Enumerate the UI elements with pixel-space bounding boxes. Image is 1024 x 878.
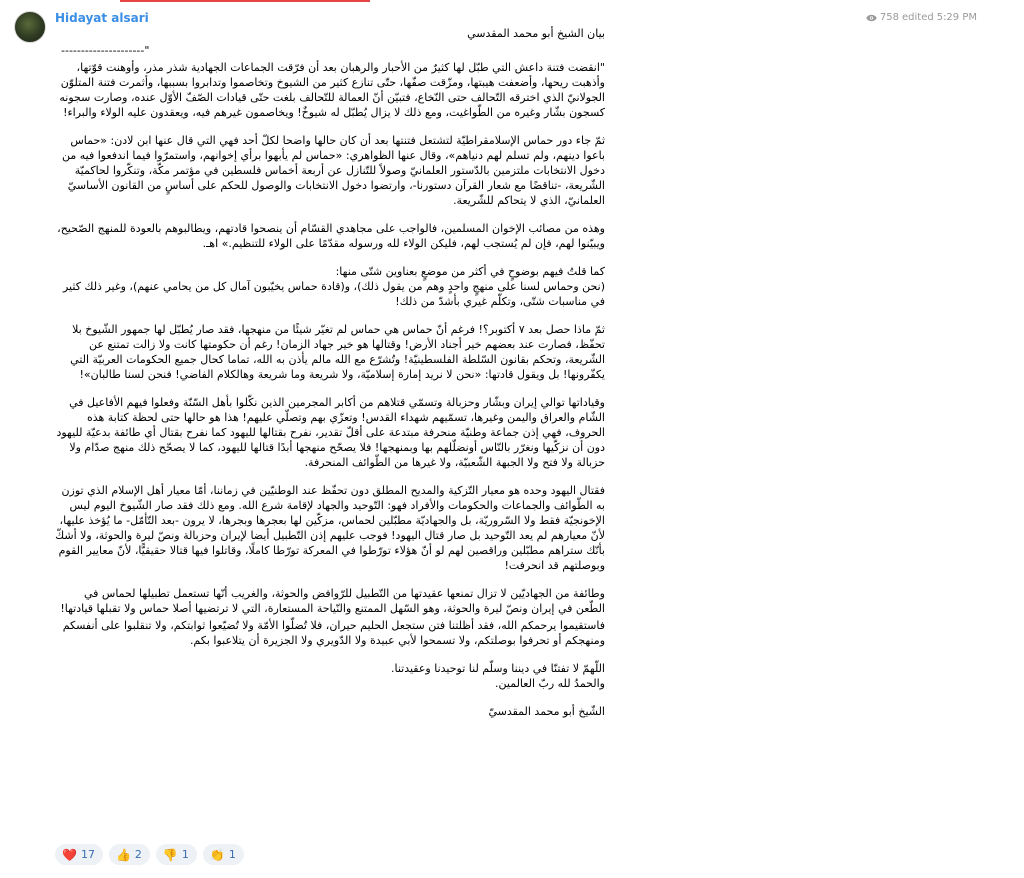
post-time: 5:29 PM (936, 12, 977, 23)
reaction-heart[interactable] (55, 844, 103, 865)
reaction-count: 1 (228, 848, 236, 861)
reaction-count: 2 (134, 848, 142, 861)
avatar[interactable] (14, 11, 46, 43)
thumbs-up-icon: 👍 (115, 847, 131, 862)
paragraph: فقتال اليهود وحده هو معيار التّزكية والمديح المطلق دون تحفّظ عند الوطنيّين في زماننا، أمّا معيار أهل الإسلام الذي توزن به الطّوائف والجماعات والحكومات والأفراد فهو: التّوحيد والجهاد لإقامة شرع الله. ومع ذلك فقد صار الشّيوخ اليوم ليس الإخونجيّة فقط ولا السّروريّة، بل والجهاديّة مطبّلين لحماس، مزكّين لها بعجرها وبجرها، لا يرون -بعد التّأمّل- ما يُؤخذ عليها، لأنّ معيارهم لم يعد التّوحيد بل صار قتال اليهود! فوجب عليهم إذن التّطبيل أيضا لإيران وحزبالة ونصّ ليرة والحوثة، ولا أشكّ بأنّك ستراهم مطبّلين وراقصين لهم لو أنّ هؤلاء تورّطوا في المعركة تورّطا كاملًا، وقاتلوا فيها قتالا حقيقيًّا، لأنّ معايير القوم وبوصلتهم قد انحرفت! (51, 484, 605, 572)
heart-icon: ❤️ (62, 847, 77, 862)
signature-line: الشّيخ أبو محمد المقدسيّ (488, 705, 605, 718)
paragraph: "انقضت فتنة داعش التي طبّل لها كثيرٌ من الأحبار والرهبان بعد أن فرّقت الجماعات الجهادية شذر مذر، وأوهنت قوّتها، وأذهبت ريحها، وأضعفت هيبتها، ومزّقت صفّها، حتّى تنازع كثير من الشيوخ وتخاصموا وتدابروا بسببها، وأثمرت فتنة المتلوّن الجولانيّ الذي اخترقه التّحالف حتى النّخاع، فتبيّن أنّ العمالة للتّحالف بلغت حتّى قيادات الصّفّ الأوّل عنده، وصارت سجونه كسجون بشّار وغيره من الطّواغيت، ومع ذلك لا يزال يُطبّل له شيوخٌ! ويخاصمون غيرهم فيه، ويعقدون عليه الولاء والبراء! (55, 61, 605, 119)
author-name[interactable]: Hidayat alsari (55, 11, 149, 25)
paragraph: ثمّ جاء دور حماس الإسلامقراطيّة لتشتعل فتنتها بعد أن كان حالها واضحا لكلّ أحد فهي التي قال عنها ابن لادن: «حماس باعوا دينهم، ولم تسلم لهم دنياهم»، وقال عنها الظواهري: «حماس لم يأبهوا برأي إخوانهم، واستمرّوا فيما اندفعوا فيه من دخول الانتخابات ملتزمين بالدّستور العلمانيّ وصولاً للتّنازل عن أربعة أخماس فلسطين في مؤتمر مكّة، وتنكّروا لحاكميّة الشّريعة، -تناقضًا مع شعار القرآن دستورنا-، وارتضوا دخول الانتخابات والوصول للحكم على أساسٍ من القانون الأساسيّ العلمانيّ، الذي لا يتحاكم للشّريعة. (58, 134, 605, 207)
reaction-count: 1 (181, 848, 189, 861)
thumbs-down-icon: 👎 (162, 847, 178, 862)
paragraph: فاستقيموا يرحمكم الله، فقد أظلتنا فتن ستجعل الحليم حيران، فلا تُضلّوا الأمّة ولا تُضيّعوا ثوابتكم، ولا تنقلبوا على أنفسكم ومنهجكم أو تحرفوا بوصلتكم، ولا تسمحوا لأبي عبيدة ولا الدّويري ولا الجزيرة أن يتلاعبوا بكم. (59, 619, 605, 647)
paragraph: ثمّ ماذا حصل بعد ٧ أكتوبر؟! فرغم أنّ حماس هي حماس لم تغيّر شيئًا من منهجها، فقد صار يُطبّل لها جمهور الشّيوخ بلا تحفّظ، فصارت عند بعضهم خير أجناد الأرض! وقتالها هو خير جهاد الزمان! رغم أن حكومتها كانت ولا زالت تمتنع عن الشّريعة، وتحكم بقانون السّلطة الفلسطينيّة! وتُشرّع مع الله مالم يأذن به الله، تماما كحال جميع الحكومات العربيّة التي يكفّرونها! بل ويقول قادتها: «نحن لا نريد إمارة إسلاميّة، ولا شريعة وما شريعة وهالكلام الفاضي! فنحن لسنا طالبان»! (66, 323, 605, 381)
separator-line: ---------------------" (61, 44, 150, 57)
closing-prayer: اللّهمّ لا تفتنّا في ديننا وسلّم لنا توحيدنا وعقيدتنا. والحمدُ لله ربّ العالمين. (390, 662, 605, 690)
clap-icon: 👏 (209, 847, 225, 862)
reaction-thumbs-down[interactable] (156, 844, 197, 865)
view-count: 758 (879, 12, 899, 23)
reactions-bar (55, 844, 244, 865)
post-title-line: بيان الشيخ أبو محمد المقدسي (467, 27, 605, 40)
eye-icon (866, 14, 877, 22)
reaction-count: 17 (80, 848, 95, 861)
paragraph: وطائفة من الجهاديّين لا تزال تمنعها عقيدتها من التّطبيل للرّوافض والحوثة، والغريب أنّها تستعمل تطبيلها لحماس في الطّعن في إيران ونصّ ليرة والحوثة، وهو السّهل الممتنع والنّياحة المستعارة، التي لا ترتضيها أصلا حماس ولا تقبلها قيادتها! (60, 587, 605, 615)
edited-label: edited (902, 12, 934, 23)
paragraph: كما قلتُ فيهم بوضوحٍ في أكثر من موضعٍ بعناوين شتّى منها: (نحن وحماس لسنا على منهجٍ واحدٍ وهم من يقول ذلك)، و(قادة حماس يخيّبون آمال كل من يحامي عنهم)، وغير ذلك كثير في مناسبات شتّى، وتكلّم غيري بأشدّ من ذلك! (62, 265, 605, 308)
paragraph: وهذه من مصائب الإخوان المسلمين، فالواجب على مجاهدي القسّام أن ينصحوا قادتهم، ويطالبوهم بالعودة للمنهج الصّحيح، ويبيّنوا لهم، فإن لم يُستجب لهم، فليكن الولاء لله ورسوله مقدّمًا على الولاء للتنظيم.» اهـ. (53, 222, 605, 250)
reaction-thumbs-up[interactable] (109, 844, 150, 865)
reaction-clap[interactable] (203, 844, 244, 865)
post-meta (866, 12, 977, 24)
post-body (51, 26, 605, 732)
paragraph: وقياداتها توالي إيران وبشّار وحزبالة وتسمّي قتلاهم من أكابر المجرمين الذين نكّلوا بأهل السّنّة وفعلوا فيهم الأفاعيل في الشّام والعراق واليمن وغيرها، تسمّيهم شهداء القدس! وتعزّي بهم وتصلّي عليهم! هذا هو حالها حتى لحظة كتابة هذه الحروف، فهي إذن جماعة وطنيّة منحرفة مبتدعة على أقلّ تقدير، نفرح بقتالها لليهود كما نفرح بقتال أي طائفة بدعيّة لليهود دون أن نزكّيها ونغرّر بالنّاس أونضلّلهم بها وبمنهجها! فلا يصحّح منهجها أبدًا قتالها لليهود، كما لا يصحّح ذلك منهج صدّام ولا حزبالة ولا فتح ولا الجبهة الشّعبيّة، ولا غيرها من الطّوائف المنحرفة. (52, 396, 605, 469)
